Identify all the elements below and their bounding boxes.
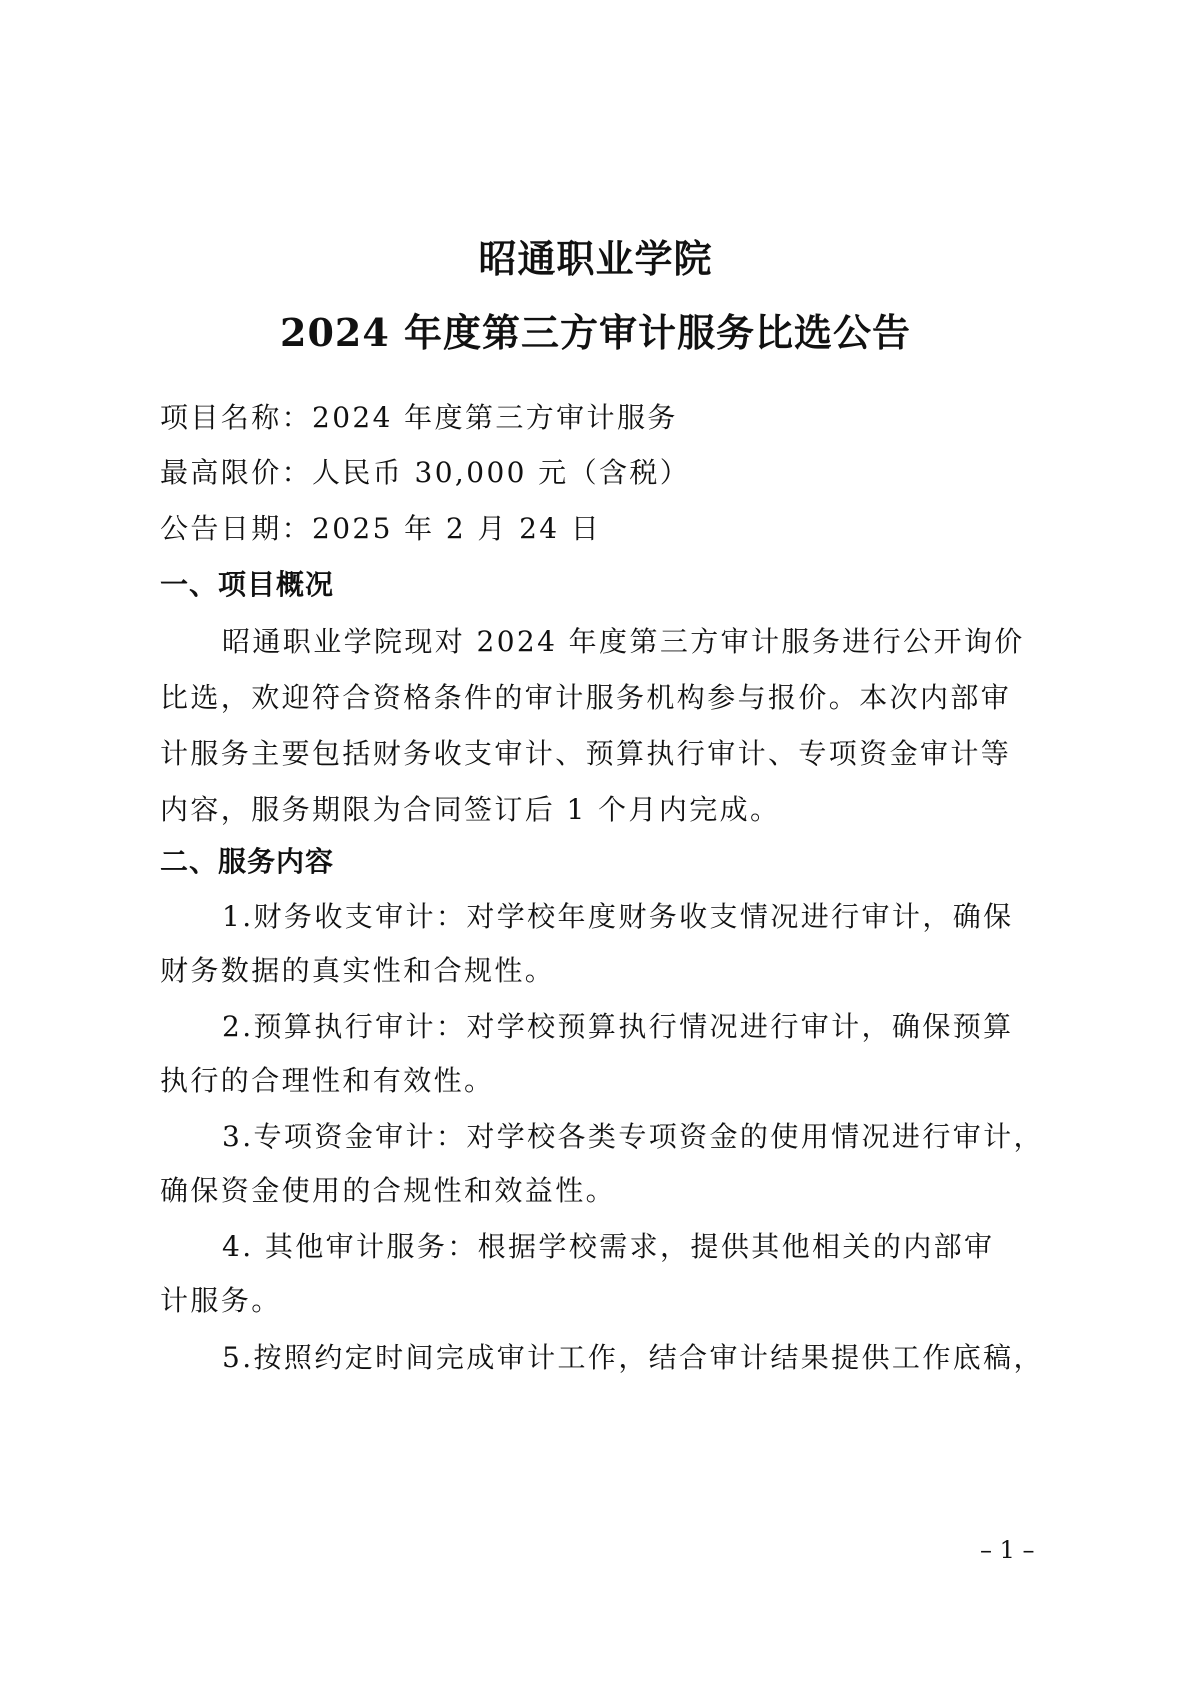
service-item-line: 执行的合理性和有效性。 bbox=[160, 1064, 495, 1097]
service-item-line: 1.财务收支审计：对学校年度财务收支情况进行审计，确保 bbox=[222, 900, 1014, 933]
service-item-line: 5.按照约定时间完成审计工作，结合审计结果提供工作底稿， bbox=[222, 1341, 1044, 1374]
section1-paragraph-line: 昭通职业学院现对 2024 年度第三方审计服务进行公开询价 bbox=[222, 625, 1025, 658]
document-title-line2: 2024 年度第三方审计服务比选公告 bbox=[280, 310, 911, 355]
document-title-line1: 昭通职业学院 bbox=[478, 236, 713, 281]
service-item-line: 3.专项资金审计：对学校各类专项资金的使用情况进行审计， bbox=[222, 1120, 1044, 1153]
service-item-line: 2.预算执行审计：对学校预算执行情况进行审计，确保预算 bbox=[222, 1010, 1014, 1043]
section1-paragraph-line: 计服务主要包括财务收支审计、预算执行审计、专项资金审计等 bbox=[160, 737, 1012, 770]
max-price-line: 最高限价：人民币 30,000 元（含税） bbox=[160, 456, 691, 489]
announce-date-line: 公告日期：2025 年 2 月 24 日 bbox=[160, 512, 602, 545]
section1-paragraph-line: 比选，欢迎符合资格条件的审计服务机构参与报价。本次内部审 bbox=[160, 681, 1012, 714]
service-item-line: 4. 其他审计服务：根据学校需求，提供其他相关的内部审 bbox=[222, 1230, 995, 1263]
service-item-line: 确保资金使用的合规性和效益性。 bbox=[160, 1174, 617, 1207]
page-number: – 1 – bbox=[980, 1536, 1035, 1564]
service-item-line: 计服务。 bbox=[160, 1284, 282, 1317]
section2-heading: 二、服务内容 bbox=[160, 845, 335, 878]
project-name-line: 项目名称：2024 年度第三方审计服务 bbox=[160, 401, 678, 434]
service-item-line: 财务数据的真实性和合规性。 bbox=[160, 954, 556, 987]
section1-heading: 一、项目概况 bbox=[160, 568, 335, 601]
section1-paragraph-line: 内容，服务期限为合同签订后 1 个月内完成。 bbox=[160, 793, 781, 826]
